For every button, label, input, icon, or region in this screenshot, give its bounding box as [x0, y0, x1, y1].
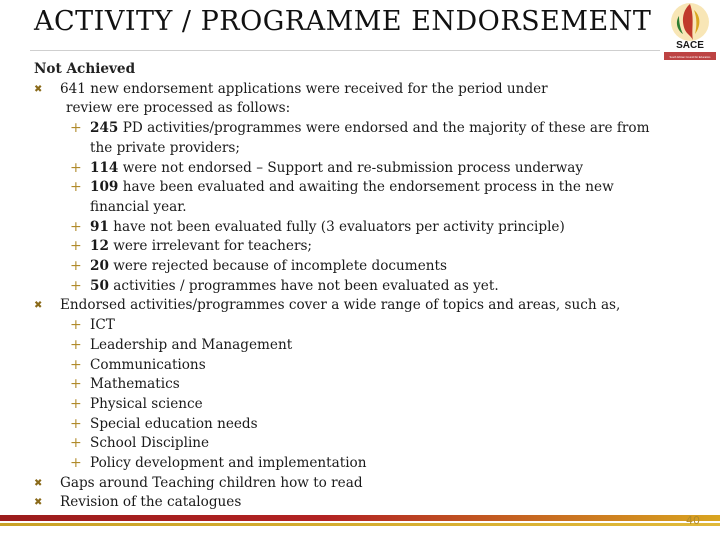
plus-bullet-icon: +	[70, 120, 82, 137]
slide-content	[34, 60, 698, 513]
plus-bullet-icon: +	[70, 179, 82, 196]
item-text: were rejected because of incomplete documents	[108, 258, 447, 275]
list-item	[34, 257, 698, 277]
plus-bullet-icon: +	[70, 415, 82, 432]
topic-text: Mathematics	[90, 376, 180, 393]
item-number: 91	[90, 218, 109, 235]
list-item	[34, 277, 698, 297]
item-continuation: financial year.	[90, 198, 187, 215]
page-number: 40	[686, 514, 700, 527]
point1-line1: 641 new endorsement applications were received for the period under	[60, 80, 548, 97]
list-item	[34, 474, 698, 494]
plus-bullet-icon: +	[70, 258, 82, 275]
point3-text: Gaps around Teaching children how to read	[60, 474, 363, 491]
topic-text: School Discipline	[90, 435, 210, 452]
x-bullet-icon: ✖	[34, 83, 43, 95]
topic-item	[34, 395, 698, 415]
list-item	[34, 237, 698, 257]
topic-text: Leadership and Management	[90, 336, 293, 353]
footer-bar-red	[0, 515, 720, 521]
topic-text: Physical science	[90, 395, 203, 412]
plus-bullet-icon: +	[70, 356, 82, 373]
list-item	[34, 119, 698, 158]
topic-item	[34, 434, 698, 454]
point1-line2: review ere processed as follows:	[66, 100, 291, 117]
topic-text: Policy development and implementation	[90, 455, 367, 472]
plus-bullet-icon: +	[70, 238, 82, 255]
topic-item	[34, 356, 698, 376]
list-item	[34, 178, 698, 217]
item-number: 245	[90, 120, 119, 137]
plus-bullet-icon: +	[70, 336, 82, 353]
plus-bullet-icon: +	[70, 317, 82, 334]
item-text: have not been evaluated fully (3 evaluators per activity principle)	[108, 218, 565, 235]
x-bullet-icon: ✖	[34, 477, 43, 489]
logo-tagline: South African Council for Educators	[669, 56, 711, 59]
item-number: 12	[90, 238, 109, 255]
item-text: have been evaluated and awaiting the endorsement process in the new	[118, 179, 614, 196]
topic-text: Special education needs	[90, 415, 258, 432]
list-item	[34, 296, 698, 316]
list-item	[34, 218, 698, 238]
topic-item	[34, 316, 698, 336]
topic-text: Communications	[90, 356, 206, 373]
list-item	[34, 159, 698, 179]
plus-bullet-icon: +	[70, 159, 82, 176]
section-heading: Not Achieved	[34, 61, 136, 77]
item-continuation: the private providers;	[90, 139, 240, 156]
plus-bullet-icon: +	[70, 218, 82, 235]
item-number: 114	[90, 159, 119, 176]
item-number: 109	[90, 179, 119, 196]
sace-logo-icon	[661, 0, 719, 64]
topic-item	[34, 375, 698, 395]
x-bullet-icon: ✖	[34, 300, 43, 312]
plus-bullet-icon: +	[70, 376, 82, 393]
plus-bullet-icon: +	[70, 277, 82, 294]
item-text: PD activities/programmes were endorsed and the majority of these are from	[118, 120, 650, 137]
topic-item	[34, 415, 698, 435]
plus-bullet-icon: +	[70, 395, 82, 412]
plus-bullet-icon: +	[70, 455, 82, 472]
page-title: ACTIVITY / PROGRAMME ENDORSEMENT	[34, 6, 652, 37]
x-bullet-icon: ✖	[34, 497, 43, 509]
item-text: were not endorsed – Support and re-submission process underway	[118, 159, 584, 176]
title-divider	[30, 50, 660, 51]
item-number: 20	[90, 258, 109, 275]
footer-bar-gold	[0, 523, 720, 526]
point2-line1: Endorsed activities/programmes cover a wide range of topics and areas, such as,	[60, 297, 621, 314]
list-item	[34, 80, 698, 100]
item-text: activities / programmes have not been evaluated as yet.	[108, 277, 499, 294]
list-item	[34, 493, 698, 513]
item-number: 50	[90, 277, 109, 294]
plus-bullet-icon: +	[70, 435, 82, 452]
logo-text: SACE	[676, 40, 704, 51]
item-text: were irrelevant for teachers;	[108, 238, 313, 255]
point4-text: Revision of the catalogues	[60, 494, 242, 511]
topic-text: ICT	[90, 317, 115, 334]
topic-item	[34, 336, 698, 356]
topic-item	[34, 454, 698, 474]
